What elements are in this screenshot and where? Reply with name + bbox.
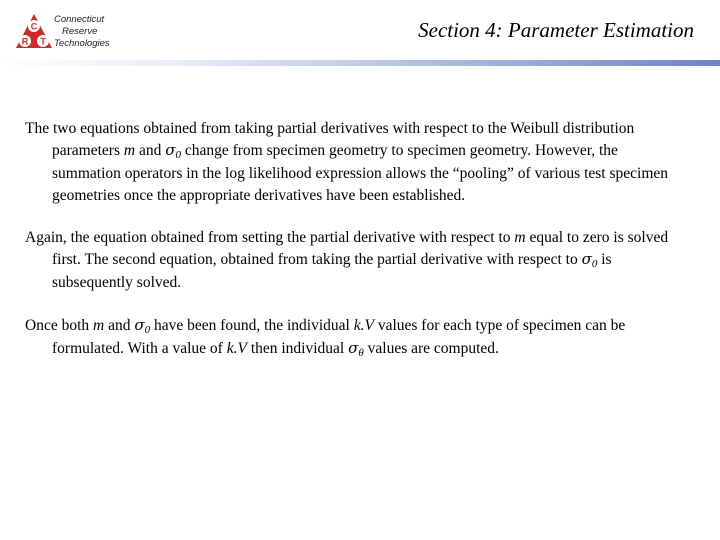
paragraph-2 bbox=[25, 227, 685, 294]
p1-text-1: The two equations obtained from taking partial derivatives with respect to the Weibull distribution parameters bbox=[25, 120, 635, 159]
logo-line-3: Technologies bbox=[54, 38, 110, 49]
symbol-sigma: σ bbox=[134, 315, 145, 334]
logo-letter-r: R bbox=[21, 36, 29, 47]
p3-text-1: Once both bbox=[25, 316, 94, 334]
subscript-zero: 0 bbox=[175, 148, 181, 161]
section-title: Section 4: Parameter Estimation bbox=[418, 18, 694, 42]
subscript-zero: 0 bbox=[591, 257, 598, 270]
symbol-kv: k.V bbox=[353, 316, 374, 334]
symbol-kv: k.V bbox=[226, 340, 247, 357]
p3-text-4: values for each type of specimen can be formulated. With a value of bbox=[52, 316, 626, 357]
symbol-sigma: σ bbox=[348, 339, 359, 357]
p2-text-3: is subsequently solved. bbox=[52, 250, 612, 291]
paragraph-1 bbox=[25, 118, 685, 206]
symbol-sigma: σ bbox=[581, 249, 592, 268]
p1-text-2: and bbox=[135, 141, 166, 159]
p3-text-6: values are computed. bbox=[363, 340, 499, 357]
paragraph-3 bbox=[25, 315, 685, 362]
symbol-m: m bbox=[93, 316, 105, 334]
logo-letter-t: T bbox=[40, 36, 46, 47]
subscript-zero: 0 bbox=[144, 323, 151, 336]
p3-text-5: then individual bbox=[246, 340, 349, 357]
symbol-m: m bbox=[123, 141, 136, 159]
logo-line-1: Connecticut bbox=[54, 14, 105, 25]
logo-letter-c: C bbox=[30, 21, 38, 32]
header-divider bbox=[0, 60, 720, 66]
p3-text-3: have been found, the individual bbox=[150, 316, 354, 334]
p2-text-2: equal to zero is solved first. The second equation, obtained from taking the partial derivative with respect to bbox=[52, 229, 669, 268]
symbol-m: m bbox=[514, 229, 526, 246]
p1-text-3: change from specimen geometry to specimen geometry. However, the summation operators in the log likelihood expression allows the “pooling” of various test specimen geometries once the appropriate derivatives have been established. bbox=[52, 141, 669, 204]
logo-line-2: Reserve bbox=[62, 26, 98, 37]
subscript-theta: θ bbox=[358, 347, 364, 359]
logo-wordmark bbox=[54, 14, 110, 50]
p2-text-1: Again, the equation obtained from setting the partial derivative with respect to bbox=[25, 229, 515, 246]
logo-triangle-icon bbox=[14, 12, 54, 52]
symbol-sigma: σ bbox=[165, 140, 176, 159]
company-logo bbox=[14, 12, 134, 58]
p3-text-2: and bbox=[104, 316, 135, 334]
slide-body bbox=[25, 118, 685, 362]
